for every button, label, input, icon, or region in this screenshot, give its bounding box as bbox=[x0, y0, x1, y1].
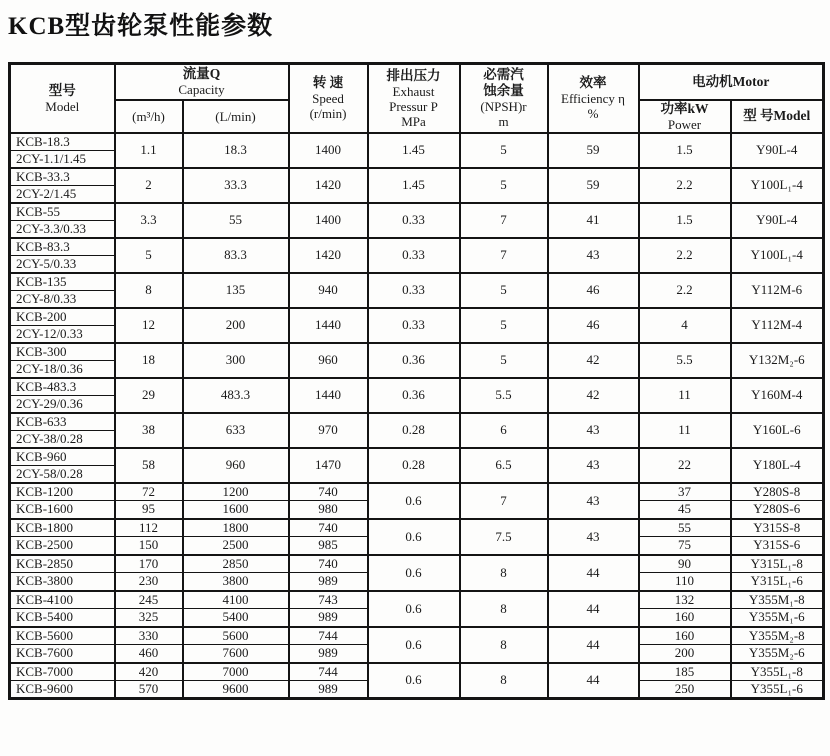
npsh-cell: 7 bbox=[460, 483, 548, 519]
table-row bbox=[10, 308, 824, 326]
table-row bbox=[10, 238, 824, 256]
npsh-cell: 8 bbox=[460, 627, 548, 663]
npsh-cell: 8 bbox=[460, 663, 548, 699]
pressure-cell: 0.33 bbox=[368, 308, 460, 343]
power-cell: 11 bbox=[639, 378, 731, 413]
npsh-cell: 8 bbox=[460, 591, 548, 627]
model-cell: KCB-7600 bbox=[10, 645, 115, 663]
speed-cell: 980 bbox=[289, 501, 368, 519]
model-cell: KCB-9600 bbox=[10, 681, 115, 699]
npsh-cell: 8 bbox=[460, 555, 548, 591]
motor-model-cell: Y100L₁-4 bbox=[731, 238, 824, 273]
speed-cell: 1440 bbox=[289, 378, 368, 413]
pressure-cell: 0.6 bbox=[368, 591, 460, 627]
motor-model-cell: Y112M-4 bbox=[731, 308, 824, 343]
power-cell: 75 bbox=[639, 537, 731, 555]
col-header-power bbox=[639, 100, 731, 133]
capacity-lmin-cell: 2850 bbox=[183, 555, 289, 573]
speed-cell: 1440 bbox=[289, 308, 368, 343]
pressure-cell: 0.28 bbox=[368, 413, 460, 448]
power-cell: 2.2 bbox=[639, 168, 731, 203]
capacity-lmin-cell: 5600 bbox=[183, 627, 289, 645]
pump-row-pair bbox=[10, 413, 824, 448]
speed-cell: 989 bbox=[289, 573, 368, 591]
model-cell: KCB-960 bbox=[10, 448, 115, 466]
col-header-npsh bbox=[460, 64, 548, 133]
model-cell: KCB-3800 bbox=[10, 573, 115, 591]
motor-model-cell: Y315L₁-8 bbox=[731, 555, 824, 573]
capacity-lmin-cell: 4100 bbox=[183, 591, 289, 609]
pump-row-group bbox=[10, 591, 824, 627]
efficiency-cell: 43 bbox=[548, 483, 639, 519]
model-cell-secondary: 2CY-8/0.33 bbox=[10, 290, 115, 308]
capacity-m3h-cell: 245 bbox=[115, 591, 183, 609]
col-header-pressure bbox=[368, 64, 460, 133]
table-row bbox=[10, 519, 824, 537]
header-m3h-label: (m³/h) bbox=[132, 108, 165, 124]
power-cell: 55 bbox=[639, 519, 731, 537]
pump-row-group bbox=[10, 483, 824, 519]
pressure-cell: 0.28 bbox=[368, 448, 460, 483]
motor-model-cell: Y355M₂-8 bbox=[731, 627, 824, 645]
pressure-cell: 0.36 bbox=[368, 378, 460, 413]
capacity-lmin-cell: 9600 bbox=[183, 681, 289, 699]
capacity-m3h-cell: 12 bbox=[115, 308, 183, 343]
pump-row-pair bbox=[10, 168, 824, 203]
power-cell: 11 bbox=[639, 413, 731, 448]
capacity-lmin-cell: 483.3 bbox=[183, 378, 289, 413]
model-cell-secondary: 2CY-58/0.28 bbox=[10, 465, 115, 483]
capacity-m3h-cell: 150 bbox=[115, 537, 183, 555]
pressure-cell: 0.6 bbox=[368, 483, 460, 519]
model-cell: KCB-7000 bbox=[10, 663, 115, 681]
speed-cell: 744 bbox=[289, 663, 368, 681]
speed-cell: 940 bbox=[289, 273, 368, 308]
efficiency-cell: 44 bbox=[548, 555, 639, 591]
capacity-lmin-cell: 1800 bbox=[183, 519, 289, 537]
npsh-cell: 7.5 bbox=[460, 519, 548, 555]
efficiency-cell: 42 bbox=[548, 343, 639, 378]
efficiency-cell: 41 bbox=[548, 203, 639, 238]
pressure-cell: 0.36 bbox=[368, 343, 460, 378]
power-cell: 2.2 bbox=[639, 238, 731, 273]
header-efficiency-en: Efficiency η bbox=[561, 91, 625, 107]
efficiency-cell: 46 bbox=[548, 308, 639, 343]
speed-cell: 970 bbox=[289, 413, 368, 448]
pressure-cell: 1.45 bbox=[368, 168, 460, 203]
capacity-m3h-cell: 58 bbox=[115, 448, 183, 483]
capacity-m3h-cell: 1.1 bbox=[115, 133, 183, 168]
pump-row-group bbox=[10, 519, 824, 555]
model-cell-secondary: 2CY-29/0.36 bbox=[10, 395, 115, 413]
model-cell: KCB-135 bbox=[10, 273, 115, 291]
capacity-lmin-cell: 300 bbox=[183, 343, 289, 378]
pump-row-pair bbox=[10, 448, 824, 483]
model-cell: KCB-633 bbox=[10, 413, 115, 431]
capacity-lmin-cell: 5400 bbox=[183, 609, 289, 627]
motor-model-cell: Y100L₁-4 bbox=[731, 168, 824, 203]
capacity-lmin-cell: 83.3 bbox=[183, 238, 289, 273]
model-cell: KCB-5400 bbox=[10, 609, 115, 627]
power-cell: 160 bbox=[639, 609, 731, 627]
power-cell: 185 bbox=[639, 663, 731, 681]
col-header-efficiency bbox=[548, 64, 639, 133]
npsh-cell: 5 bbox=[460, 343, 548, 378]
speed-cell: 743 bbox=[289, 591, 368, 609]
efficiency-cell: 59 bbox=[548, 168, 639, 203]
capacity-m3h-cell: 5 bbox=[115, 238, 183, 273]
efficiency-cell: 42 bbox=[548, 378, 639, 413]
header-model-zh: 型号 bbox=[48, 82, 76, 98]
power-cell: 4 bbox=[639, 308, 731, 343]
motor-model-cell: Y315L₁-6 bbox=[731, 573, 824, 591]
motor-model-cell: Y180L-4 bbox=[731, 448, 824, 483]
model-cell: KCB-300 bbox=[10, 343, 115, 361]
table-row bbox=[10, 378, 824, 396]
model-cell: KCB-2500 bbox=[10, 537, 115, 555]
motor-model-cell: Y90L-4 bbox=[731, 203, 824, 238]
header-speed-zh: 转 速 bbox=[312, 75, 344, 91]
header-efficiency-unit: % bbox=[587, 106, 599, 122]
capacity-lmin-cell: 135 bbox=[183, 273, 289, 308]
table-row bbox=[10, 343, 824, 361]
col-header-lmin bbox=[183, 100, 289, 133]
model-cell-secondary: 2CY-3.3/0.33 bbox=[10, 220, 115, 238]
table-row bbox=[10, 413, 824, 431]
motor-model-cell: Y355L₁-8 bbox=[731, 663, 824, 681]
capacity-m3h-cell: 112 bbox=[115, 519, 183, 537]
header-speed-en: Speed bbox=[312, 91, 344, 107]
pressure-cell: 1.45 bbox=[368, 133, 460, 168]
npsh-cell: 7 bbox=[460, 238, 548, 273]
capacity-m3h-cell: 72 bbox=[115, 483, 183, 501]
speed-cell: 1470 bbox=[289, 448, 368, 483]
capacity-m3h-cell: 460 bbox=[115, 645, 183, 663]
model-cell: KCB-1800 bbox=[10, 519, 115, 537]
pressure-cell: 0.33 bbox=[368, 273, 460, 308]
motor-model-cell: Y112M-6 bbox=[731, 273, 824, 308]
model-cell-secondary: 2CY-2/1.45 bbox=[10, 185, 115, 203]
capacity-m3h-cell: 330 bbox=[115, 627, 183, 645]
capacity-lmin-cell: 633 bbox=[183, 413, 289, 448]
power-cell: 250 bbox=[639, 681, 731, 699]
power-cell: 45 bbox=[639, 501, 731, 519]
model-cell: KCB-483.3 bbox=[10, 378, 115, 396]
table-row bbox=[10, 203, 824, 221]
npsh-cell: 6.5 bbox=[460, 448, 548, 483]
header-pressure-en2: Pressur P bbox=[389, 98, 438, 114]
speed-cell: 740 bbox=[289, 519, 368, 537]
power-cell: 37 bbox=[639, 483, 731, 501]
model-cell: KCB-4100 bbox=[10, 591, 115, 609]
power-cell: 1.5 bbox=[639, 133, 731, 168]
npsh-cell: 5 bbox=[460, 308, 548, 343]
efficiency-cell: 44 bbox=[548, 627, 639, 663]
model-cell: KCB-1600 bbox=[10, 501, 115, 519]
header-capacity-zh: 流量Q bbox=[182, 66, 221, 82]
capacity-m3h-cell: 170 bbox=[115, 555, 183, 573]
capacity-m3h-cell: 8 bbox=[115, 273, 183, 308]
model-cell: KCB-200 bbox=[10, 308, 115, 326]
efficiency-cell: 43 bbox=[548, 519, 639, 555]
speed-cell: 960 bbox=[289, 343, 368, 378]
power-cell: 132 bbox=[639, 591, 731, 609]
speed-cell: 1420 bbox=[289, 238, 368, 273]
table-row bbox=[10, 168, 824, 186]
header-lmin-label: (L/min) bbox=[215, 108, 256, 124]
table-row bbox=[10, 273, 824, 291]
capacity-m3h-cell: 29 bbox=[115, 378, 183, 413]
header-motor-zh: 电动机Motor bbox=[692, 73, 770, 89]
power-cell: 110 bbox=[639, 573, 731, 591]
capacity-m3h-cell: 95 bbox=[115, 501, 183, 519]
motor-model-cell: Y90L-4 bbox=[731, 133, 824, 168]
capacity-m3h-cell: 3.3 bbox=[115, 203, 183, 238]
speed-cell: 985 bbox=[289, 537, 368, 555]
header-power-zh: 功率kW bbox=[660, 100, 709, 116]
header-power-en: Power bbox=[667, 116, 702, 132]
model-cell: KCB-55 bbox=[10, 203, 115, 221]
motor-model-cell: Y355M₁-8 bbox=[731, 591, 824, 609]
capacity-lmin-cell: 1200 bbox=[183, 483, 289, 501]
header-npsh-zh1: 必需汽 bbox=[483, 67, 524, 83]
capacity-lmin-cell: 55 bbox=[183, 203, 289, 238]
pump-row-pair bbox=[10, 378, 824, 413]
pump-row-pair bbox=[10, 308, 824, 343]
npsh-cell: 5 bbox=[460, 273, 548, 308]
table-row bbox=[10, 133, 824, 151]
speed-cell: 989 bbox=[289, 645, 368, 663]
motor-model-cell: Y355L₁-6 bbox=[731, 681, 824, 699]
pump-row-pair bbox=[10, 133, 824, 168]
speed-cell: 989 bbox=[289, 609, 368, 627]
efficiency-cell: 59 bbox=[548, 133, 639, 168]
col-header-model bbox=[10, 64, 115, 133]
table-row bbox=[10, 555, 824, 573]
pressure-cell: 0.6 bbox=[368, 519, 460, 555]
capacity-m3h-cell: 2 bbox=[115, 168, 183, 203]
model-cell-secondary: 2CY-38/0.28 bbox=[10, 430, 115, 448]
capacity-lmin-cell: 960 bbox=[183, 448, 289, 483]
col-header-speed bbox=[289, 64, 368, 133]
npsh-cell: 5 bbox=[460, 168, 548, 203]
power-cell: 1.5 bbox=[639, 203, 731, 238]
model-cell-secondary: 2CY-18/0.36 bbox=[10, 360, 115, 378]
capacity-m3h-cell: 38 bbox=[115, 413, 183, 448]
model-cell-secondary: 2CY-5/0.33 bbox=[10, 255, 115, 273]
efficiency-cell: 43 bbox=[548, 413, 639, 448]
pump-row-group bbox=[10, 555, 824, 591]
pressure-cell: 0.6 bbox=[368, 663, 460, 699]
power-cell: 2.2 bbox=[639, 273, 731, 308]
header-pressure-unit: MPa bbox=[401, 113, 426, 129]
speed-cell: 740 bbox=[289, 555, 368, 573]
table-row bbox=[10, 483, 824, 501]
npsh-cell: 5 bbox=[460, 133, 548, 168]
header-npsh-unit: m bbox=[498, 114, 509, 130]
motor-model-cell: Y160L-6 bbox=[731, 413, 824, 448]
col-header-motor-model bbox=[731, 100, 824, 133]
motor-model-cell: Y355M₂-6 bbox=[731, 645, 824, 663]
speed-cell: 1400 bbox=[289, 133, 368, 168]
model-cell: KCB-1200 bbox=[10, 483, 115, 501]
model-cell: KCB-5600 bbox=[10, 627, 115, 645]
page-title: KCB型齿轮泵性能参数 bbox=[8, 13, 274, 40]
speed-cell: 1400 bbox=[289, 203, 368, 238]
table-row bbox=[10, 627, 824, 645]
motor-model-cell: Y280S-6 bbox=[731, 501, 824, 519]
pump-row-group bbox=[10, 627, 824, 663]
header-npsh-zh2: 蚀余量 bbox=[483, 83, 524, 99]
pump-row-pair bbox=[10, 273, 824, 308]
pressure-cell: 0.6 bbox=[368, 627, 460, 663]
efficiency-cell: 44 bbox=[548, 663, 639, 699]
capacity-lmin-cell: 200 bbox=[183, 308, 289, 343]
power-cell: 22 bbox=[639, 448, 731, 483]
power-cell: 160 bbox=[639, 627, 731, 645]
efficiency-cell: 46 bbox=[548, 273, 639, 308]
pump-row-pair bbox=[10, 238, 824, 273]
header-model-en: Model bbox=[45, 98, 80, 114]
model-cell: KCB-83.3 bbox=[10, 238, 115, 256]
efficiency-cell: 43 bbox=[548, 448, 639, 483]
pressure-cell: 0.33 bbox=[368, 238, 460, 273]
efficiency-cell: 43 bbox=[548, 238, 639, 273]
pressure-cell: 0.33 bbox=[368, 203, 460, 238]
power-cell: 90 bbox=[639, 555, 731, 573]
capacity-m3h-cell: 570 bbox=[115, 681, 183, 699]
header-capacity-en: Capacity bbox=[178, 82, 225, 98]
table-row bbox=[10, 591, 824, 609]
npsh-cell: 6 bbox=[460, 413, 548, 448]
model-cell: KCB-33.3 bbox=[10, 168, 115, 186]
npsh-cell: 7 bbox=[460, 203, 548, 238]
speed-cell: 989 bbox=[289, 681, 368, 699]
capacity-lmin-cell: 7600 bbox=[183, 645, 289, 663]
power-cell: 200 bbox=[639, 645, 731, 663]
pump-performance-table bbox=[8, 62, 825, 700]
header-efficiency-zh: 效率 bbox=[579, 75, 607, 91]
table-row bbox=[10, 448, 824, 466]
capacity-m3h-cell: 230 bbox=[115, 573, 183, 591]
capacity-lmin-cell: 18.3 bbox=[183, 133, 289, 168]
header-pressure-en1: Exhaust bbox=[392, 83, 435, 99]
efficiency-cell: 44 bbox=[548, 591, 639, 627]
model-cell: KCB-18.3 bbox=[10, 133, 115, 151]
col-header-capacity bbox=[115, 64, 289, 100]
capacity-m3h-cell: 325 bbox=[115, 609, 183, 627]
pump-row-pair bbox=[10, 343, 824, 378]
power-cell: 5.5 bbox=[639, 343, 731, 378]
motor-model-cell: Y315S-8 bbox=[731, 519, 824, 537]
npsh-cell: 5.5 bbox=[460, 378, 548, 413]
model-cell-secondary: 2CY-1.1/1.45 bbox=[10, 150, 115, 168]
header-motor-model-label: 型 号Model bbox=[743, 108, 811, 123]
capacity-lmin-cell: 3800 bbox=[183, 573, 289, 591]
col-header-motor bbox=[639, 64, 824, 100]
capacity-m3h-cell: 18 bbox=[115, 343, 183, 378]
capacity-m3h-cell: 420 bbox=[115, 663, 183, 681]
capacity-lmin-cell: 2500 bbox=[183, 537, 289, 555]
table-header bbox=[10, 64, 824, 133]
header-speed-unit: (r/min) bbox=[309, 106, 347, 122]
speed-cell: 740 bbox=[289, 483, 368, 501]
pressure-cell: 0.6 bbox=[368, 555, 460, 591]
pump-row-group bbox=[10, 663, 824, 699]
capacity-lmin-cell: 33.3 bbox=[183, 168, 289, 203]
model-cell: KCB-2850 bbox=[10, 555, 115, 573]
table-row bbox=[10, 663, 824, 681]
model-cell-secondary: 2CY-12/0.33 bbox=[10, 325, 115, 343]
motor-model-cell: Y280S-8 bbox=[731, 483, 824, 501]
motor-model-cell: Y315S-6 bbox=[731, 537, 824, 555]
capacity-lmin-cell: 1600 bbox=[183, 501, 289, 519]
col-header-m3h bbox=[115, 100, 183, 133]
header-pressure-zh: 排出压力 bbox=[386, 67, 441, 83]
header-npsh-en: (NPSH)r bbox=[480, 99, 527, 115]
pump-row-pair bbox=[10, 203, 824, 238]
speed-cell: 1420 bbox=[289, 168, 368, 203]
capacity-lmin-cell: 7000 bbox=[183, 663, 289, 681]
speed-cell: 744 bbox=[289, 627, 368, 645]
motor-model-cell: Y160M-4 bbox=[731, 378, 824, 413]
motor-model-cell: Y355M₁-6 bbox=[731, 609, 824, 627]
motor-model-cell: Y132M₂-6 bbox=[731, 343, 824, 378]
